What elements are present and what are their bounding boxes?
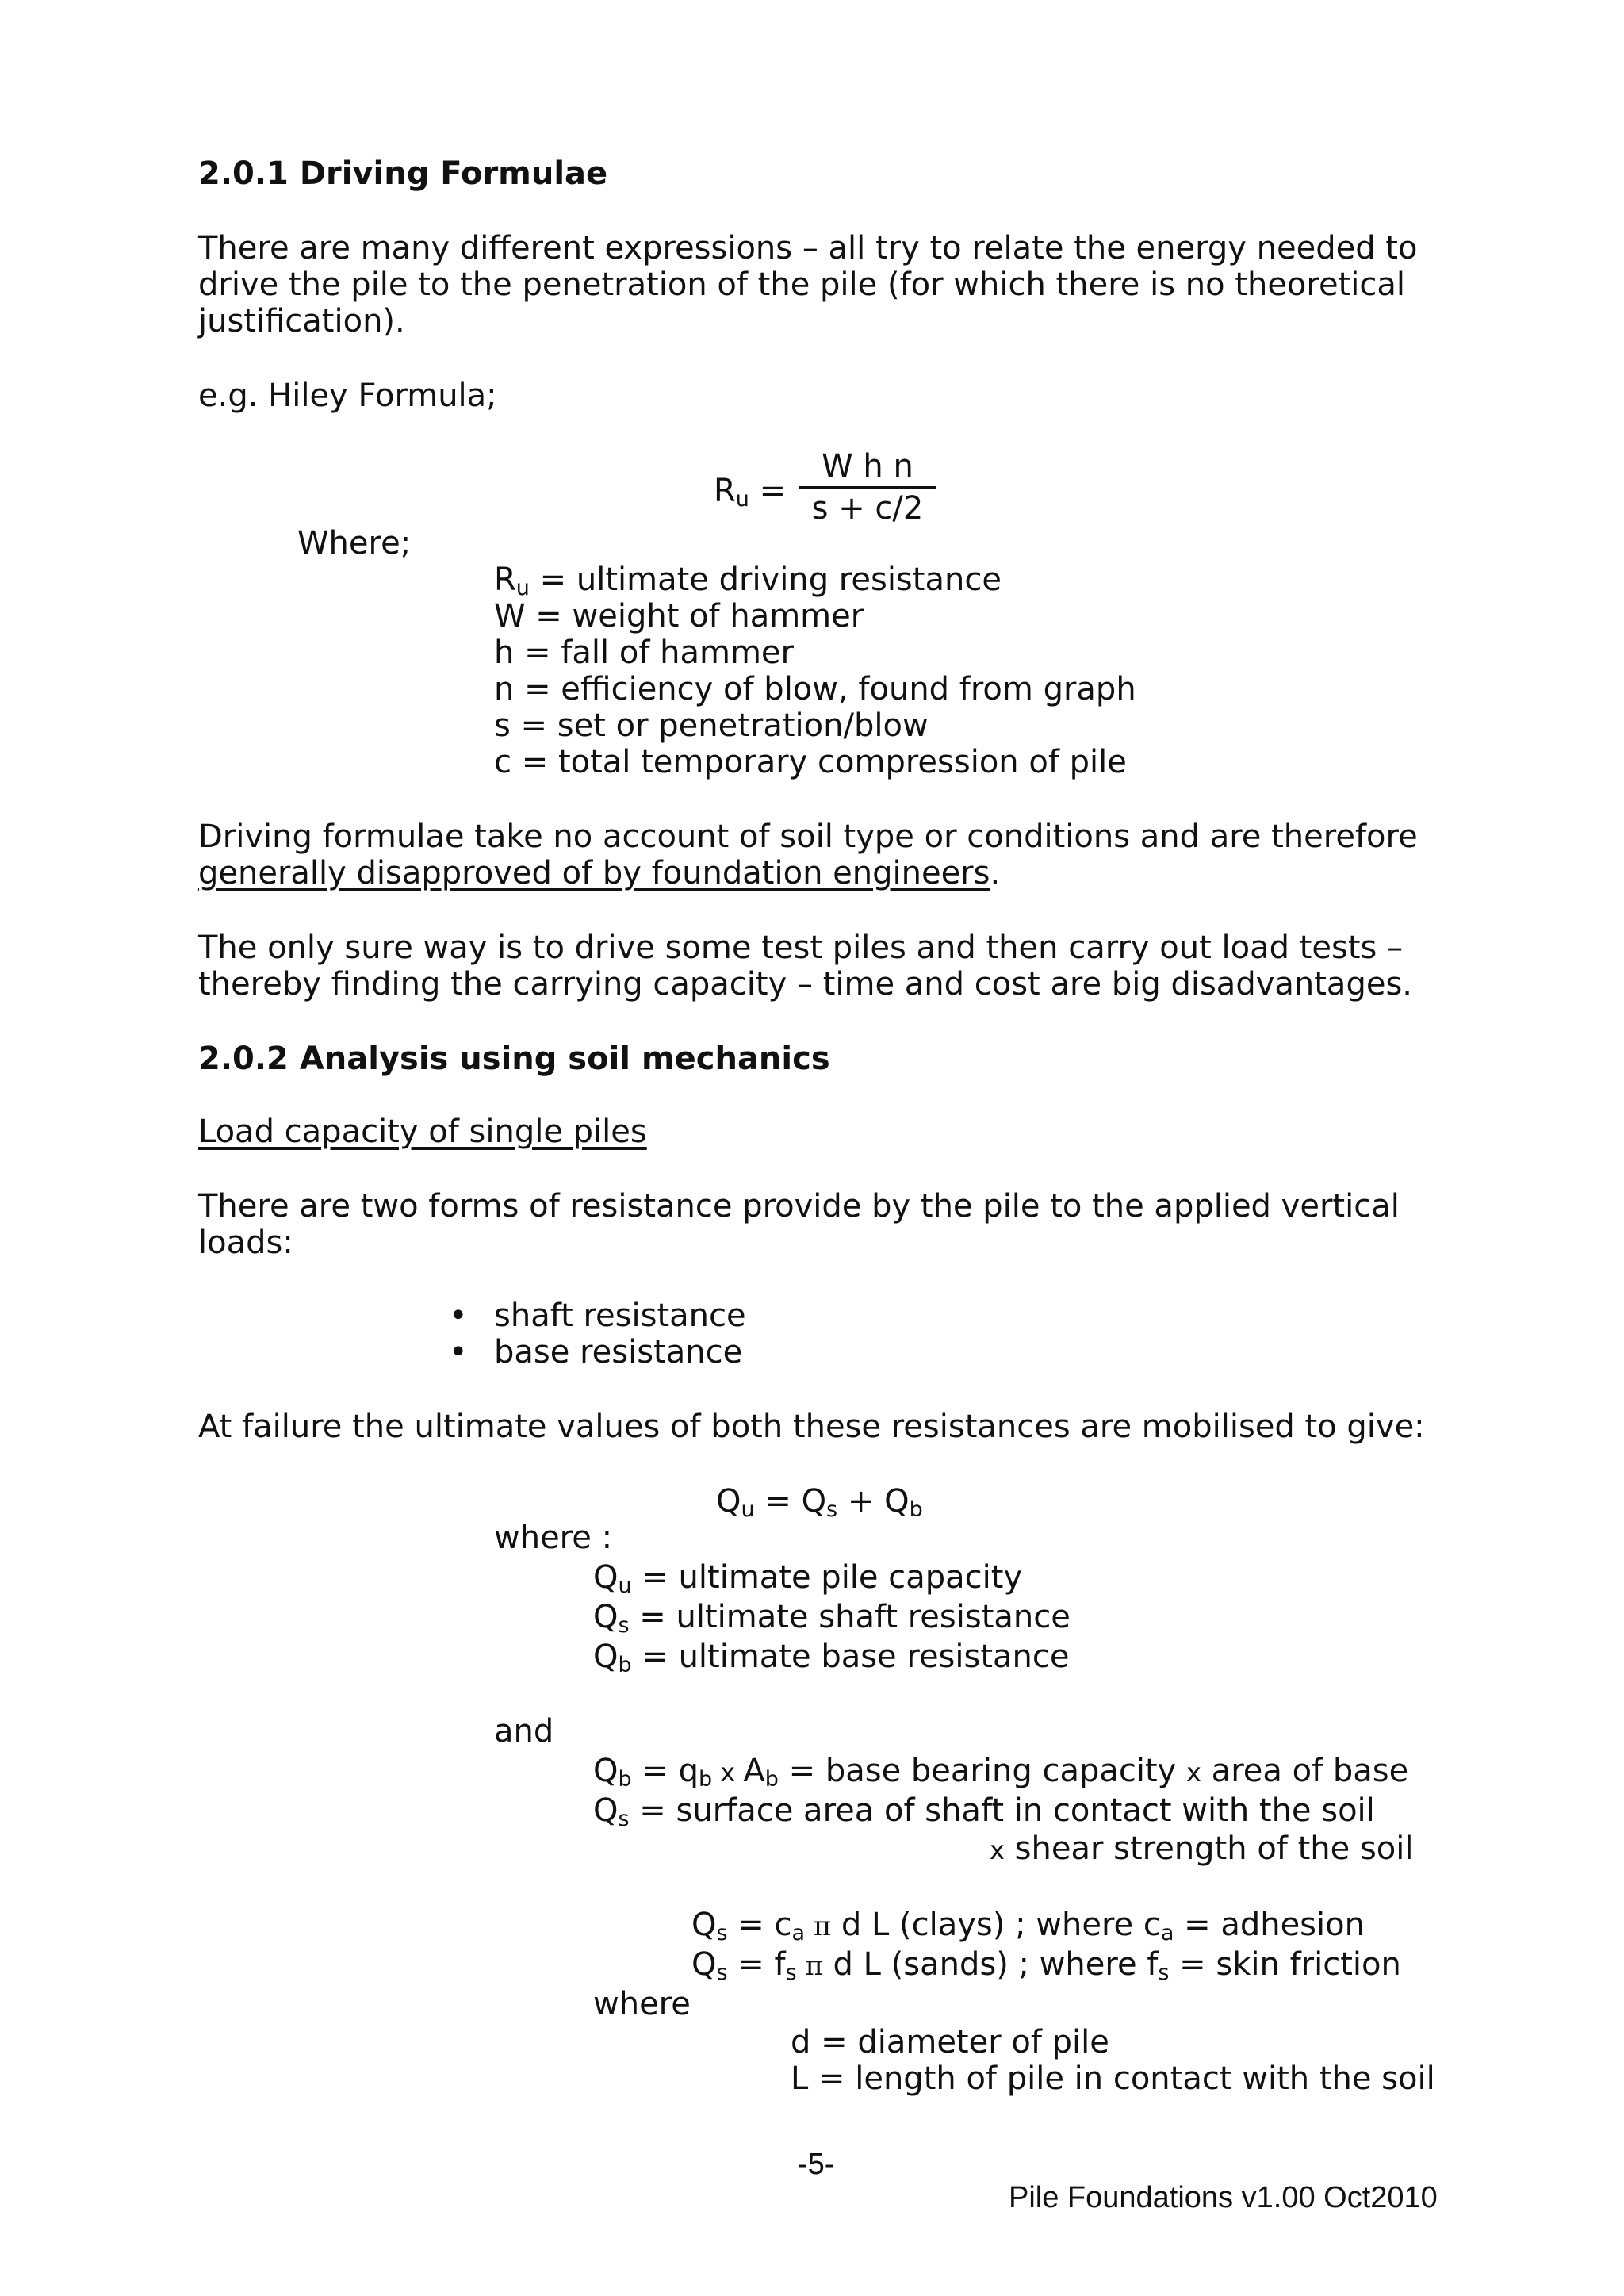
formula-denominator: s + c/2 xyxy=(811,490,924,527)
paragraph-line: There are many different expressions – all try to relate the energy needed to xyxy=(198,230,1418,266)
definition-item: $Q_s$ = ultimate shaft resistance xyxy=(593,1599,1071,1638)
definition-item: h = fall of hammer xyxy=(494,634,794,671)
formula-fraction xyxy=(799,448,936,527)
paragraph-line: justification). xyxy=(198,303,405,339)
subheading-load-capacity: Load capacity of single piles xyxy=(198,1114,647,1150)
paragraph-line: generally disapproved of by foundation engineers. xyxy=(198,855,1001,891)
paragraph-line: The only sure way is to drive some test piles and then carry out load tests – xyxy=(198,930,1404,966)
definition-item: $Q_b$ = ultimate base resistance xyxy=(593,1639,1070,1677)
qs-definition: $Q_s$ = surface area of shaft in contact with the soil xyxy=(593,1792,1375,1831)
pi-symbol: π xyxy=(805,1911,832,1942)
list-item: shaft resistance xyxy=(494,1297,746,1334)
definition-item: c = total temporary compression of pile xyxy=(494,744,1127,780)
formula-numerator: W h n xyxy=(822,448,914,485)
where-label: where xyxy=(593,1986,691,2022)
qs-definition-continued: x shear strength of the soil xyxy=(990,1830,1414,1867)
list-item: base resistance xyxy=(494,1334,743,1370)
bullet-icon: • xyxy=(449,1297,468,1334)
definition-item: $Q_u$ = ultimate pile capacity xyxy=(593,1559,1023,1598)
document-footer-title: Pile Foundations v1.00 Oct2010 xyxy=(1009,2181,1438,2214)
paragraph-line: thereby finding the carrying capacity – time and cost are big disadvantages. xyxy=(198,966,1412,1002)
where-label: Where; xyxy=(297,525,412,562)
definition-item: s = set or penetration/blow xyxy=(494,707,929,744)
section-heading-soil-mechanics: 2.0.2 Analysis using soil mechanics xyxy=(198,1041,830,1077)
example-label: e.g. Hiley Formula; xyxy=(198,378,497,414)
definition-item: n = efficiency of blow, found from graph xyxy=(494,671,1136,707)
qs-clays-equation: $Q_s = c_a$ π d L (clays) ; where $c_a$ = adhesion xyxy=(691,1907,1365,1945)
paragraph-line: There are two forms of resistance provide by the pile to the applied vertical xyxy=(198,1188,1400,1225)
page-number: -5- xyxy=(798,2148,835,2181)
paragraph-line: At failure the ultimate values of both these resistances are mobilised to give: xyxy=(198,1409,1425,1445)
definition-item: $R_u$ = ultimate driving resistance xyxy=(494,562,1002,600)
paragraph-line: drive the pile to the penetration of the pile (for which there is no theoretical xyxy=(198,266,1405,303)
pi-symbol: π xyxy=(796,1950,823,1982)
definition-item: d = diameter of pile xyxy=(791,2024,1109,2060)
paragraph-line: Driving formulae take no account of soil type or conditions and are therefore xyxy=(198,818,1418,855)
formula-lhs: $R_u$ = xyxy=(714,473,787,512)
definition-item: W = weight of hammer xyxy=(494,598,864,634)
and-label: and xyxy=(494,1713,554,1750)
qb-definition: $Q_b = q_b$ x $A_b$ = base bearing capacity x area of base xyxy=(593,1753,1409,1792)
where-label: where : xyxy=(494,1520,613,1556)
qs-sands-equation: $Q_s = f_s$ π d L (sands) ; where $f_s$ = skin friction xyxy=(691,1946,1401,1985)
definition-item: L = length of pile in contact with the soil xyxy=(791,2060,1435,2097)
equation-main: $Q_u = Q_s + Q_b$ xyxy=(716,1483,923,1522)
section-heading-driving-formulae: 2.0.1 Driving Formulae xyxy=(198,155,608,192)
underlined-text: generally disapproved of by foundation engineers xyxy=(198,855,990,891)
fraction-bar xyxy=(799,486,936,489)
bullet-icon: • xyxy=(449,1334,468,1370)
paragraph-line: loads: xyxy=(198,1225,293,1261)
